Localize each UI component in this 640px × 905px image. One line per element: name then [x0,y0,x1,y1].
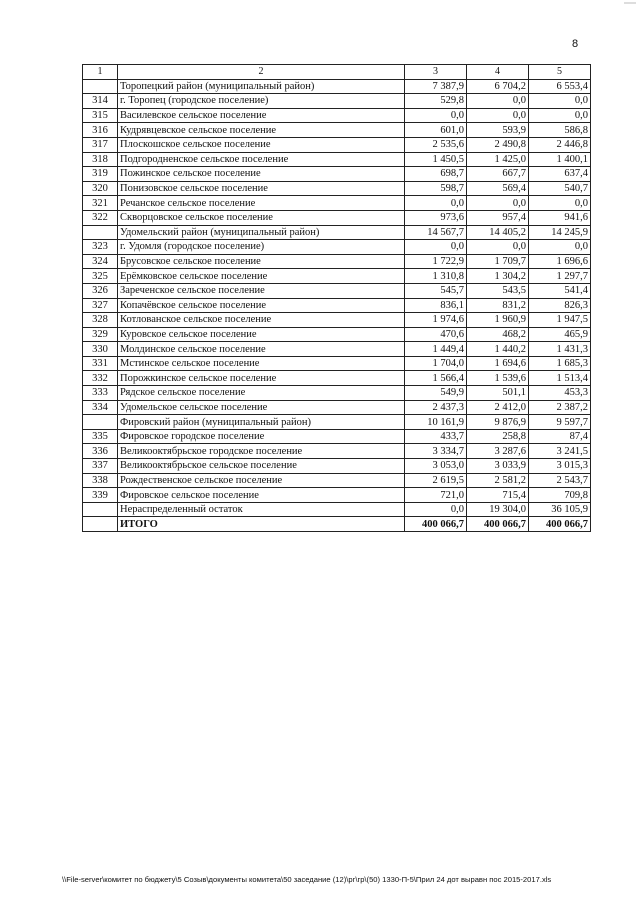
row-value-col4: 667,7 [467,167,529,182]
row-value-col5: 2 387,2 [529,400,591,415]
row-value-col4: 1 440,2 [467,342,529,357]
row-value-col5: 14 245,9 [529,225,591,240]
row-value-col3: 7 387,9 [405,79,467,94]
row-value-col5: 1 400,1 [529,152,591,167]
row-value-col3: 0,0 [405,502,467,517]
row-value-col4: 501,1 [467,386,529,401]
row-value-col4: 593,9 [467,123,529,138]
row-value-col4: 1 694,6 [467,356,529,371]
row-number: 335 [83,429,118,444]
row-name: Понизовское сельское поселение [118,181,405,196]
row-name: Удомельский район (муниципальный район) [118,225,405,240]
row-value-col4: 543,5 [467,283,529,298]
header-col-5: 5 [529,65,591,80]
row-value-col5: 1 947,5 [529,313,591,328]
row-name: Рождественское сельское поселение [118,473,405,488]
row-name: Котлованское сельское поселение [118,313,405,328]
row-number: 326 [83,283,118,298]
table-row [83,415,591,430]
row-name: Порожкинское сельское поселение [118,371,405,386]
table-row [83,79,591,94]
row-value-col3: 1 566,4 [405,371,467,386]
table-row [83,313,591,328]
row-value-col5: 1 513,4 [529,371,591,386]
row-number [83,225,118,240]
row-value-col5: 1 696,6 [529,254,591,269]
row-name: Ерёмковское сельское поселение [118,269,405,284]
table-row [83,429,591,444]
row-value-col4: 569,4 [467,181,529,196]
row-value-col5: 637,4 [529,167,591,182]
row-value-col3: 14 567,7 [405,225,467,240]
row-number: 333 [83,386,118,401]
row-number: 323 [83,240,118,255]
row-value-col3: 470,6 [405,327,467,342]
row-name: Великооктябрьское городское поселение [118,444,405,459]
row-value-col5: 2 543,7 [529,473,591,488]
row-value-col5: 2 446,8 [529,137,591,152]
row-value-col5: 1 431,3 [529,342,591,357]
row-value-col4: 957,4 [467,210,529,225]
row-value-col3: 973,6 [405,210,467,225]
budget-table [82,64,591,532]
row-value-col3: 721,0 [405,488,467,503]
row-value-col3: 0,0 [405,108,467,123]
row-number: 331 [83,356,118,371]
row-value-col3: 3 053,0 [405,459,467,474]
row-number: 316 [83,123,118,138]
row-value-col5: 586,8 [529,123,591,138]
row-value-col5: 0,0 [529,108,591,123]
row-value-col3: 10 161,9 [405,415,467,430]
table-row [83,459,591,474]
row-value-col3: 529,8 [405,94,467,109]
row-value-col4: 0,0 [467,196,529,211]
row-value-col4: 2 490,8 [467,137,529,152]
row-value-col3: 400 066,7 [405,517,467,532]
row-name: Копачёвское сельское поселение [118,298,405,313]
row-value-col4: 1 304,2 [467,269,529,284]
row-value-col5: 0,0 [529,94,591,109]
row-number: 327 [83,298,118,313]
table-row [83,240,591,255]
row-value-col4: 1 539,6 [467,371,529,386]
row-number [83,415,118,430]
row-value-col3: 433,7 [405,429,467,444]
row-value-col5: 0,0 [529,240,591,255]
row-value-col3: 598,7 [405,181,467,196]
row-name: Подгородненское сельское поселение [118,152,405,167]
row-number: 322 [83,210,118,225]
row-name: Удомельское сельское поселение [118,400,405,415]
row-name: Торопецкий район (муниципальный район) [118,79,405,94]
row-name: Брусовское сельское поселение [118,254,405,269]
row-value-col5: 541,4 [529,283,591,298]
row-value-col4: 2 581,2 [467,473,529,488]
corner-mark [624,2,636,4]
row-name: Мстинское сельское поселение [118,356,405,371]
header-col-4: 4 [467,65,529,80]
row-value-col3: 0,0 [405,240,467,255]
row-value-col4: 258,8 [467,429,529,444]
row-number: 330 [83,342,118,357]
row-value-col4: 715,4 [467,488,529,503]
table-row [83,152,591,167]
table-row [83,488,591,503]
row-value-col5: 709,8 [529,488,591,503]
row-value-col3: 2 535,6 [405,137,467,152]
row-name: Фировский район (муниципальный район) [118,415,405,430]
row-value-col5: 1 297,7 [529,269,591,284]
table-row [83,167,591,182]
row-value-col5: 453,3 [529,386,591,401]
row-name: Куровское сельское поселение [118,327,405,342]
row-name: Нераспределенный остаток [118,502,405,517]
row-number: 321 [83,196,118,211]
row-number: 336 [83,444,118,459]
row-name: Кудрявцевское сельское поселение [118,123,405,138]
row-value-col4: 1 709,7 [467,254,529,269]
row-number: 338 [83,473,118,488]
row-value-col3: 698,7 [405,167,467,182]
row-number: 318 [83,152,118,167]
table-row [83,269,591,284]
row-value-col4: 468,2 [467,327,529,342]
row-number: 332 [83,371,118,386]
table-row [83,386,591,401]
row-number [83,502,118,517]
row-name: Фировское сельское поселение [118,488,405,503]
row-value-col4: 3 287,6 [467,444,529,459]
row-value-col3: 836,1 [405,298,467,313]
table-row [83,342,591,357]
row-value-col3: 2 437,3 [405,400,467,415]
row-value-col3: 0,0 [405,196,467,211]
row-value-col4: 3 033,9 [467,459,529,474]
row-number: 317 [83,137,118,152]
row-value-col5: 36 105,9 [529,502,591,517]
row-number: 337 [83,459,118,474]
header-col-1: 1 [83,65,118,80]
row-value-col4: 2 412,0 [467,400,529,415]
row-value-col3: 545,7 [405,283,467,298]
table-row [83,123,591,138]
row-name: Рядское сельское поселение [118,386,405,401]
row-value-col5: 3 015,3 [529,459,591,474]
row-value-col4: 0,0 [467,240,529,255]
page-number: 8 [572,38,579,50]
row-value-col5: 941,6 [529,210,591,225]
row-value-col3: 3 334,7 [405,444,467,459]
row-name: ИТОГО [118,517,405,532]
table-row [83,283,591,298]
row-value-col4: 0,0 [467,94,529,109]
table-header-row [83,65,591,80]
row-name: Скворцовское сельское поселение [118,210,405,225]
row-name: Пожинское сельское поселение [118,167,405,182]
table-row [83,327,591,342]
row-value-col4: 0,0 [467,108,529,123]
row-number: 314 [83,94,118,109]
table-row [83,298,591,313]
table-row [83,196,591,211]
header-col-3: 3 [405,65,467,80]
footer-file-path: \\File-server\комитет по бюджету\5 Созыв\документы комитета\50 заседание (12)\рг\гр\(50) 1330-П-5\Прил 24 дот выравн пос 2015-2017.xls [62,875,552,884]
table-row [83,225,591,240]
table-row [83,400,591,415]
row-number: 334 [83,400,118,415]
row-value-col4: 19 304,0 [467,502,529,517]
table-row [83,444,591,459]
table-row [83,108,591,123]
row-value-col5: 540,7 [529,181,591,196]
row-name: Великооктябрьское сельское поселение [118,459,405,474]
total-row [83,517,591,532]
row-value-col5: 87,4 [529,429,591,444]
row-value-col5: 826,3 [529,298,591,313]
row-value-col5: 3 241,5 [529,444,591,459]
table-row [83,210,591,225]
row-name: Молдинское сельское поселение [118,342,405,357]
row-value-col4: 14 405,2 [467,225,529,240]
row-number: 325 [83,269,118,284]
table-row [83,356,591,371]
row-value-col5: 1 685,3 [529,356,591,371]
row-number [83,517,118,532]
row-value-col3: 1 450,5 [405,152,467,167]
table-row [83,473,591,488]
row-number: 339 [83,488,118,503]
table-row [83,137,591,152]
row-name: Зареченское сельское поселение [118,283,405,298]
table-row [83,371,591,386]
row-value-col4: 6 704,2 [467,79,529,94]
row-name: Василевское сельское поселение [118,108,405,123]
row-number: 315 [83,108,118,123]
row-value-col4: 400 066,7 [467,517,529,532]
row-name: г. Торопец (городское поселение) [118,94,405,109]
row-name: Плоскошское сельское поселение [118,137,405,152]
row-value-col3: 1 704,0 [405,356,467,371]
row-value-col5: 0,0 [529,196,591,211]
row-value-col3: 1 974,6 [405,313,467,328]
table-row [83,94,591,109]
row-number: 320 [83,181,118,196]
row-number: 324 [83,254,118,269]
table-row [83,254,591,269]
row-name: г. Удомля (городское поселение) [118,240,405,255]
row-value-col4: 831,2 [467,298,529,313]
row-value-col4: 1 425,0 [467,152,529,167]
row-value-col3: 2 619,5 [405,473,467,488]
row-value-col5: 6 553,4 [529,79,591,94]
row-value-col3: 1 722,9 [405,254,467,269]
row-value-col5: 465,9 [529,327,591,342]
header-col-2: 2 [118,65,405,80]
row-value-col4: 9 876,9 [467,415,529,430]
row-number [83,79,118,94]
row-value-col3: 549,9 [405,386,467,401]
row-number: 328 [83,313,118,328]
table-row [83,181,591,196]
row-value-col5: 400 066,7 [529,517,591,532]
row-value-col3: 1 310,8 [405,269,467,284]
row-value-col4: 1 960,9 [467,313,529,328]
row-name: Речанское сельское поселение [118,196,405,211]
table-row [83,502,591,517]
row-number: 329 [83,327,118,342]
row-value-col3: 601,0 [405,123,467,138]
row-name: Фировское городское поселение [118,429,405,444]
row-number: 319 [83,167,118,182]
row-value-col3: 1 449,4 [405,342,467,357]
row-value-col5: 9 597,7 [529,415,591,430]
